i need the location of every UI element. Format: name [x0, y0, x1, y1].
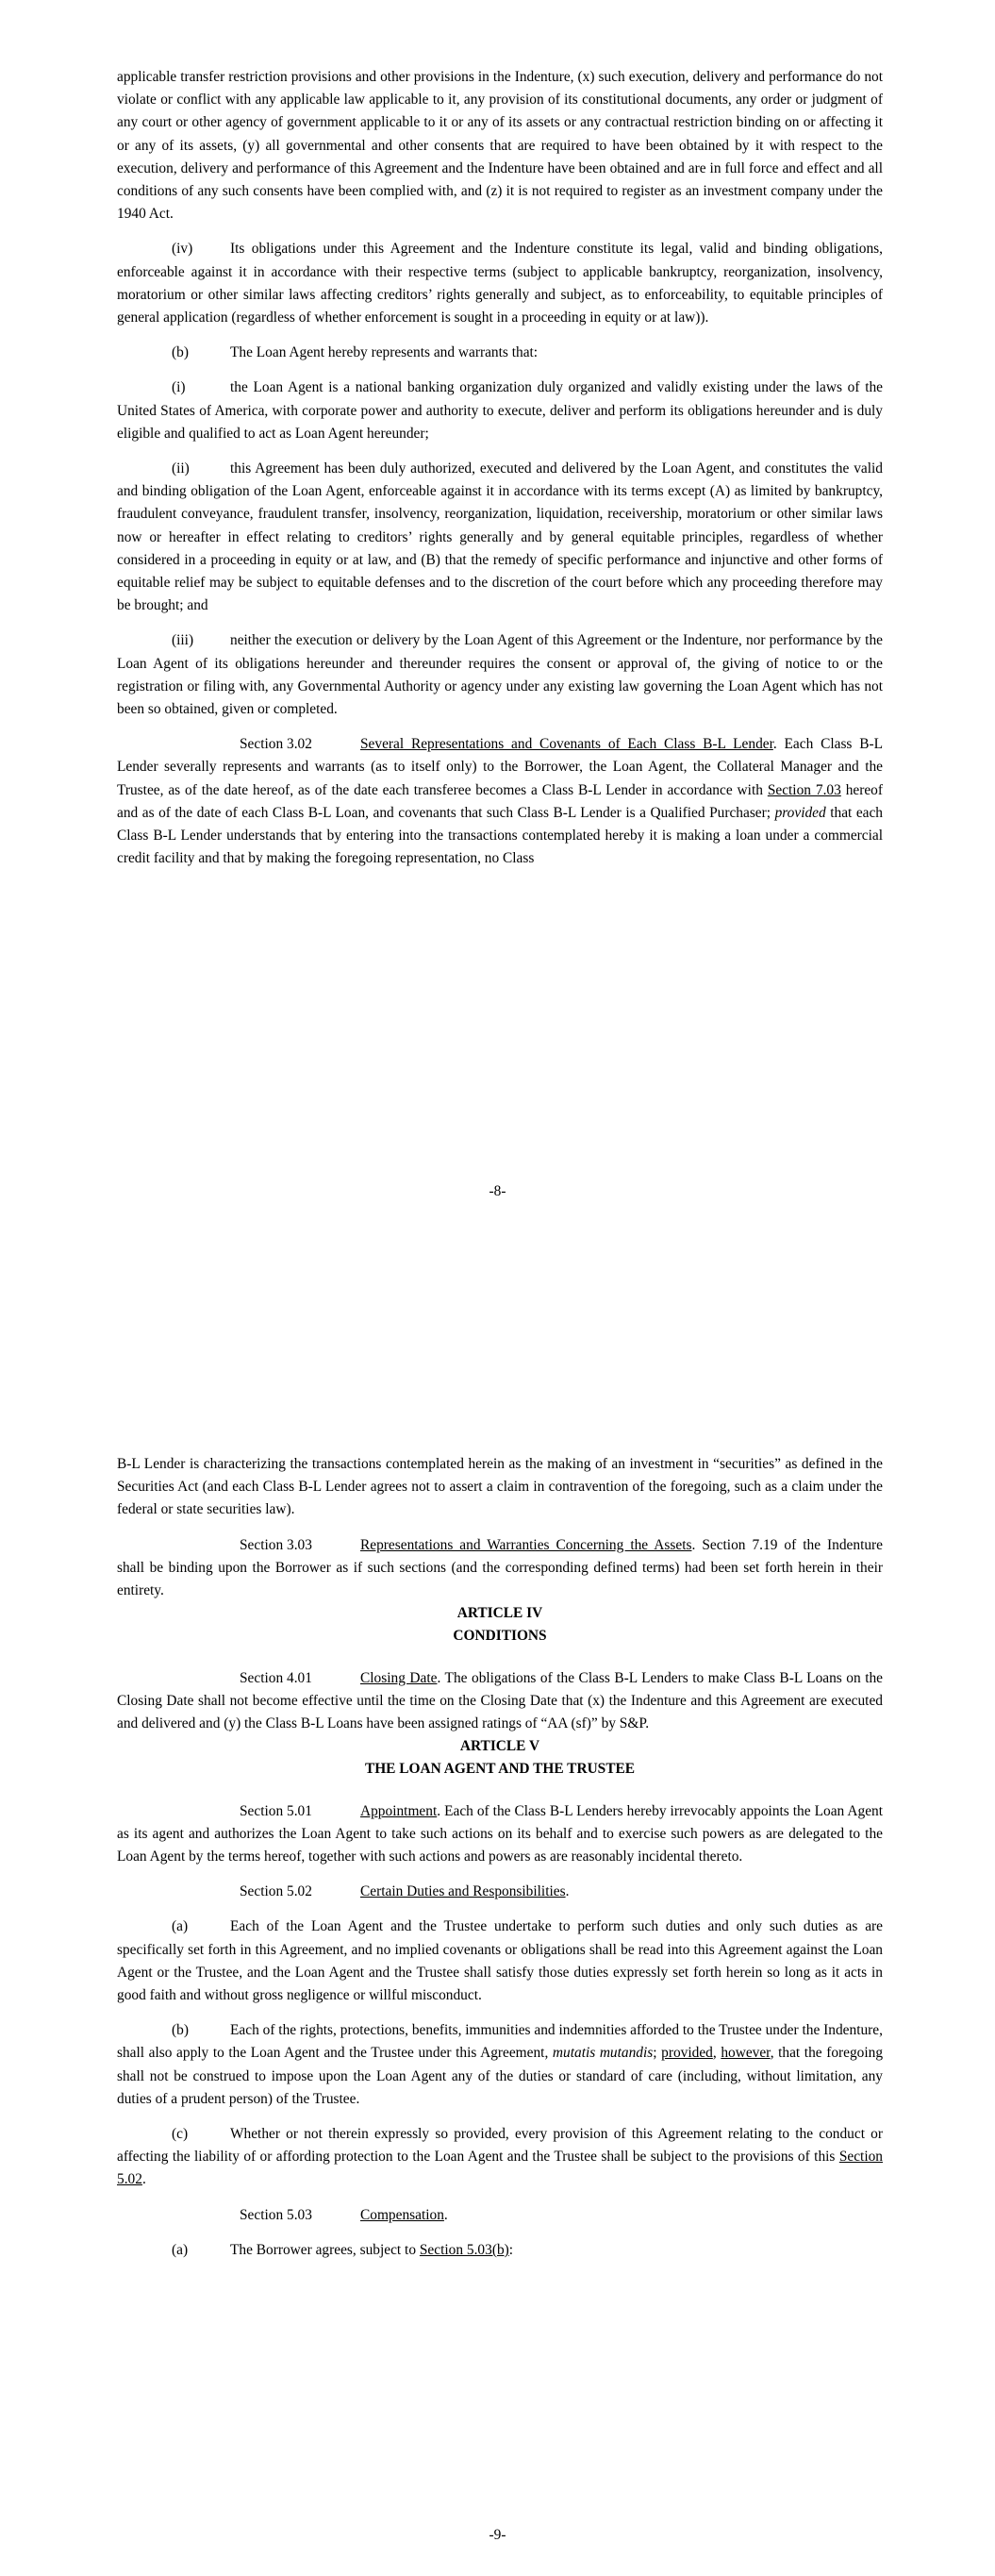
page-9-body — [117, 1453, 883, 2262]
continuation-paragraph: applicable transfer restriction provisions and other provisions in the Indenture, (x) such execution, delivery and performance do not violate or conflict with any applicable law applicable to it, any provision of its constitutional documents, any order or judgment of any court or other agency of government applicable to it or any of its assets or any contractual restriction binding on or affecting it or any of its assets, (y) all governmental and other consents that are required to have been obtained by it with respect to the execution, delivery and performance of this Agreement and the Indenture have been obtained and are in full force and effect and all conditions of any such consents have been complied with, and (z) it is not required to register as an investment company under the 1940 Act. — [117, 69, 883, 223]
section-number: Section 5.02 — [240, 1883, 312, 1900]
page-number: -9- — [489, 2527, 506, 2543]
section-number: Section 5.01 — [240, 1802, 312, 1819]
clause-label: (i) — [172, 379, 186, 396]
clause-text: Each of the Loan Agent and the Trustee undertake to perform such duties and only such duties as are specifically set forth in this Agreement, and no implied covenants or obligations shall be read into this Agreement against the Loan Agent or the Trustee, and the Loan Agent and the Trustee shall satisfy those duties expressly set forth herein so long as it acts in good faith and without gross negligence or willful misconduct. — [117, 1918, 883, 2004]
section-title: Compensation — [360, 2206, 444, 2223]
article-title: CONDITIONS — [453, 1628, 547, 1645]
clause-text: neither the execution or delivery by the Loan Agent of this Agreement or the Indenture, nor performance by the Loan Agent of its obligations hereunder and thereunder requires the consent or approval of, the giving of notice to or the registration or filing with, any Governmental Authority or agency under any existing law governing the Loan Agent which has not been so obtained, given or completed. — [117, 632, 883, 718]
section-text: . Each Class B-L Lender severally represents and warrants (as to itself only) to the Borrower, the Loan Agent, the Collateral Manager and the Trustee, as of the date hereof, as of the date each transferee becomes a Class B-L Lender in accordance with — [117, 736, 884, 798]
clause-label: (iv) — [172, 241, 193, 258]
section-text: . The obligations of the Class B-L Lenders to make Class B-L Loans on the Closing Date shall not become effective until the time on the Closing Date that (x) the Indenture and this Agreement are executed and delivered and (y) the Class B-L Loans have been assigned ratings of “AA (sf)” by S&P. — [117, 1669, 883, 1732]
clause-iii — [117, 629, 883, 721]
clause-text: , — [712, 2045, 721, 2062]
clause-text: the Loan Agent is a national banking organization duly organized and validly existing under the laws of the United States of America, with corporate power and authority to execute, deliver and perform its obligations hereunder and is duly eligible and qualified to act as Loan Agent hereunder; — [117, 379, 883, 442]
page-9 — [0, 1349, 995, 2576]
clause-text: . — [141, 2171, 146, 2188]
section-4-01 — [117, 1667, 883, 1736]
section-title: Appointment — [360, 1802, 438, 1819]
clause-text: Its obligations under this Agreement and the Indenture constitute its legal, valid and binding obligations, enforceable against it in accordance with their respective terms (subject to applicable bankruptcy, reorganization, insolvency, moratorium or other similar laws affecting creditors’ rights generally and subject, as to enforceability, to equitable principles of general application (regardless of whether enforcement is sought in a proceeding in equity or at law)). — [117, 241, 883, 326]
section-text: hereof and as of the date of each Class B-L Loan, and covenants that such Class B-L Lender is a Qualified Purchaser; — [117, 781, 884, 821]
section-text: that each Class B-L Lender understands that by entering into the transactions contemplated hereby it is making a loan under a commercial credit facility and that by making the foregoing representation, no Class — [117, 804, 884, 867]
section-text: . — [443, 2206, 448, 2223]
section-3-03 — [117, 1534, 883, 1603]
cross-reference: Section 5.03(b) — [419, 2241, 509, 2258]
clause-iv — [117, 238, 883, 329]
clause-i — [117, 376, 883, 445]
section-number: Section 5.03 — [240, 2206, 312, 2223]
clause-label: (a) — [172, 2241, 189, 2258]
clause-label: (c) — [172, 2126, 189, 2143]
clause-c — [117, 2123, 883, 2192]
clause-text: , that the foregoing shall not be construed to impose upon the Loan Agent any of the duties or standard of care (including, without limitation, any duties of a prudent person) of the Trustee. — [117, 2045, 884, 2107]
clause-label: (a) — [172, 1918, 189, 1935]
clause-label: (iii) — [172, 632, 194, 649]
clause-text: The Borrower agrees, subject to — [230, 2241, 420, 2258]
section-number: Section 4.01 — [240, 1669, 312, 1686]
clause-text: Each of the rights, protections, benefits, immunities and indemnities afforded to the Trustee under the Indenture, shall also apply to the Loan Agent and the Trustee under this Agreement, — [117, 2022, 883, 2062]
italic-term: mutatis mutandis — [552, 2045, 654, 2062]
section-title: Several Representations and Covenants of Each Class B-L Lender — [360, 736, 773, 753]
clause-text: : — [508, 2241, 514, 2258]
continuation-paragraph: B-L Lender is characterizing the transactions contemplated herein as the making of an investment in “securities” as defined in the Securities Act (and each Class B-L Lender agrees not to assert a claim in contravention of the foregoing, such as a claim under the federal or state securities law). — [117, 1456, 883, 1518]
clause-a — [117, 1915, 883, 2007]
clause-text: The Loan Agent hereby represents and warrants that: — [230, 344, 539, 361]
clause-a-compensation — [117, 2239, 883, 2262]
clause-label: (b) — [172, 2022, 189, 2039]
clause-label: (ii) — [172, 460, 190, 477]
page-number: -8- — [489, 1183, 506, 1199]
underlined-term: provided — [661, 2045, 713, 2062]
cross-reference: Section 5.02 — [117, 2149, 883, 2188]
italic-term: provided — [774, 804, 826, 821]
clause-b — [117, 2019, 883, 2111]
section-title: Certain Duties and Responsibilities — [360, 1883, 566, 1900]
article-title: THE LOAN AGENT AND THE TRUSTEE — [364, 1761, 636, 1778]
clause-text: Whether or not therein expressly so provided, every provision of this Agreement relating to the conduct or affecting the liability of or affording protection to the Loan Agent and the Trustee shall be subject to the provisions of this — [117, 2126, 883, 2166]
section-title: Closing Date — [360, 1669, 438, 1686]
clause-ii — [117, 458, 883, 617]
section-text: . — [565, 1883, 570, 1900]
section-5-03 — [117, 2204, 883, 2227]
section-number: Section 3.02 — [240, 736, 312, 753]
clause-label: (b) — [172, 344, 189, 361]
section-5-02 — [117, 1881, 883, 1903]
section-5-01 — [117, 1800, 883, 1869]
cross-reference: Section 7.03 — [767, 781, 841, 798]
article-heading: ARTICLE IV — [456, 1605, 543, 1622]
clause-b — [117, 342, 883, 364]
section-text: . Section 7.19 of the Indenture shall be binding upon the Borrower as if such sections (and the corresponding defined terms) had been set forth herein in their entirety. — [117, 1536, 883, 1599]
article-heading: ARTICLE V — [459, 1738, 540, 1755]
underlined-term: however — [721, 2045, 771, 2062]
section-text: . Each of the Class B-L Lenders hereby irrevocably appoints the Loan Agent as its agent and authorizes the Loan Agent to take such actions on its behalf and to exercise such powers as are delegated to the Loan Agent by the terms hereof, together with such actions and powers as are reasonably incidental thereto. — [117, 1802, 883, 1865]
section-number: Section 3.03 — [240, 1536, 312, 1553]
clause-text: this Agreement has been duly authorized, executed and delivered by the Loan Agent, and constitutes the valid and binding obligation of the Loan Agent, enforceable against it in accordance with its terms except (A) as limited by bankruptcy, fraudulent conveyance, fraudulent transfer, insolvency, reorganization, liquidation, receivership, moratorium or other similar laws now or hereafter in effect relating to creditors’ rights generally and by general equitable principles, regardless of whether considered in a proceeding in equity or at law, and (B) that the remedy of specific performance and injunctive and other forms of equitable relief may be subject to equitable defenses and to the discretion of the court before which any proceeding therefore may be brought; and — [117, 460, 883, 614]
page-8-body — [117, 66, 883, 871]
section-title: Representations and Warranties Concerning the Assets — [360, 1536, 692, 1553]
section-3-02 — [117, 733, 883, 870]
clause-text: ; — [653, 2045, 662, 2062]
